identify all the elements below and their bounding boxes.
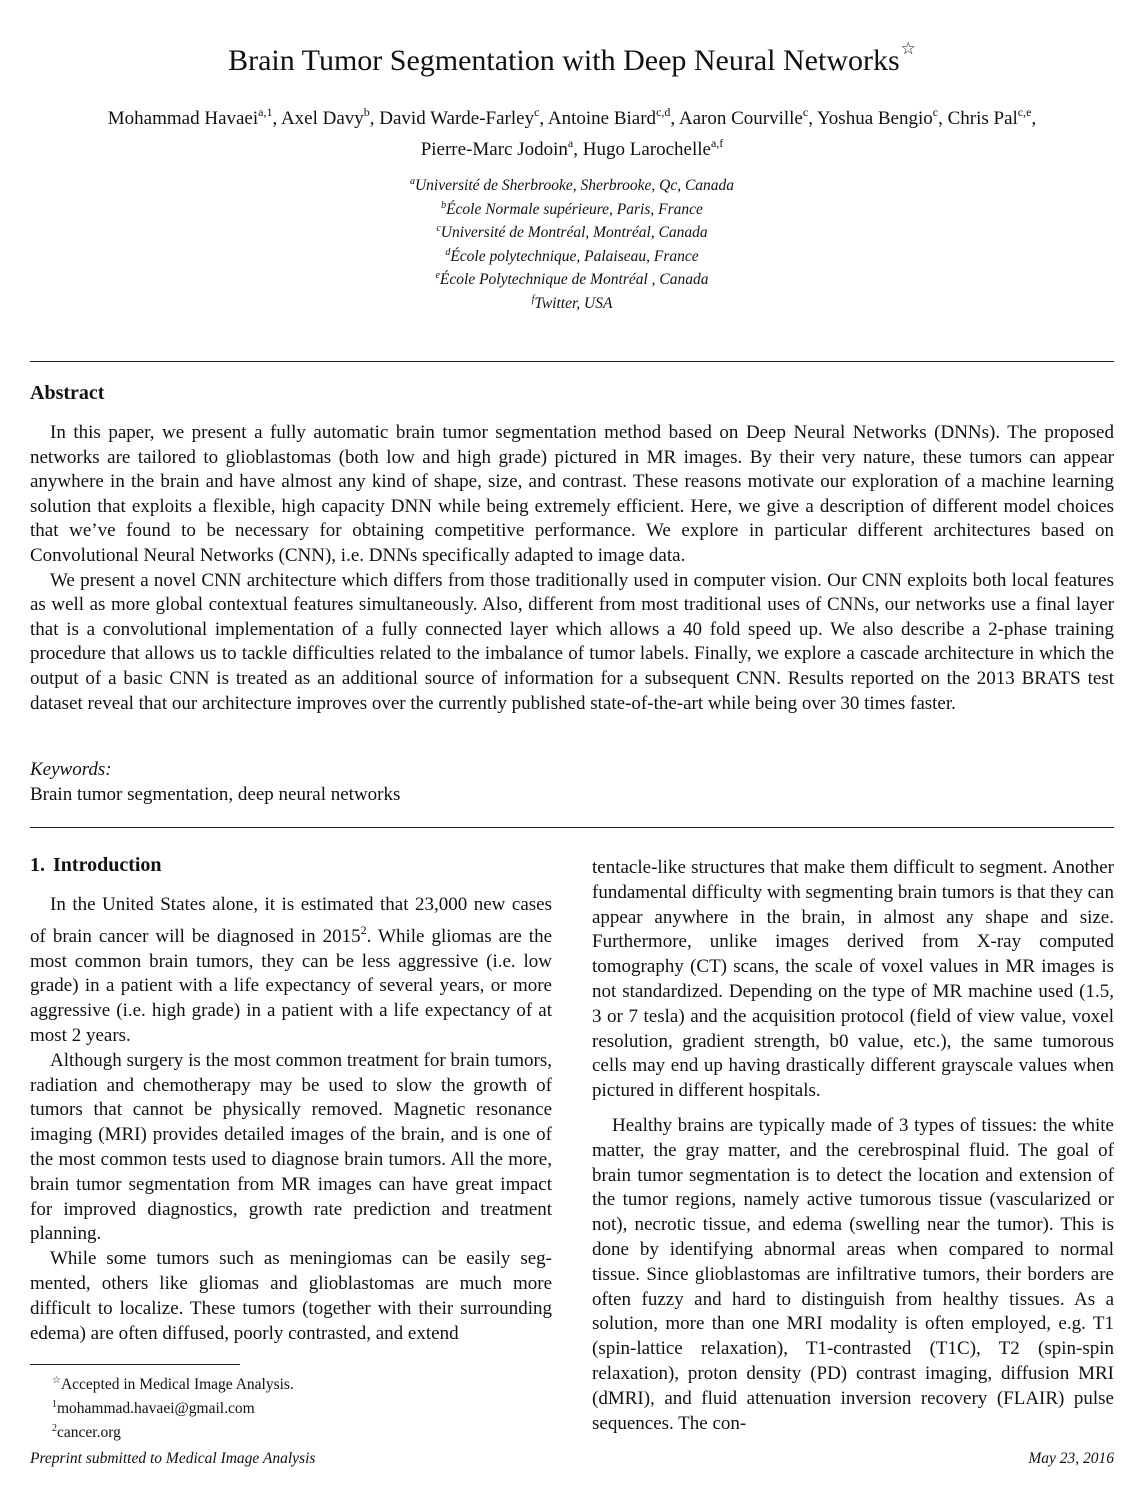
author: Pierre-Marc Jodoin$^a$, bbox=[420, 136, 583, 160]
keywords-value: Brain tumor segmentation, deep neural networks bbox=[30, 784, 401, 805]
author: Antoine Biard$^{c,d}$, bbox=[547, 105, 679, 129]
author: Hugo Larochelle$^{a,f}$ bbox=[582, 136, 724, 160]
author: David Warde-Farley$^c$, bbox=[379, 105, 548, 129]
top-divider bbox=[30, 361, 1114, 362]
star-footnote-mark: ☆ bbox=[900, 39, 916, 58]
footnote-ref: 2 bbox=[360, 922, 367, 937]
affiliation: $^d$École polytechnique, Palaiseau, France bbox=[445, 246, 699, 265]
paper-title bbox=[0, 30, 1144, 80]
abstract-heading: Abstract bbox=[30, 382, 105, 404]
footnotes bbox=[52, 1371, 294, 1443]
abstract-divider bbox=[30, 827, 1114, 828]
body-paragraph: Healthy brains are typically made of 3 types of tissues: the white matter, the gray matter, and the cerebrospinal fluid. The goal of brain tumor segmentation is to detect the location and extension of the tumor regions, namely active tumorous tissue (vascularized or not), necrotic tissue, and edema (swelling near the tumor). This is done by identifying abnormal areas when compared to normal tissue. Since glioblastomas are infiltrative tumors, their borders are often fuzzy and hard to distinguish from healthy tissues. As a solution, more than one MRI modality is often employed, e.g. T1 (spin-lattice relaxation), T1-contrasted (T1C), T2 (spin-spin relaxation), proton density (PD) contrast imaging, diffusion MRI (dMRI), and fluid attenuation inversion recovery (FLAIR) pulse sequences. The con- bbox=[592, 1114, 1114, 1434]
affiliation: $^a$Université de Sherbrooke, Sherbrooke, Qc, Canada bbox=[409, 176, 735, 194]
body-paragraph: tentacle-like structures that make them difficult to segment. Another fundamental difficulty with segmenting brain tumors is that they can appear anywhere in the brain, in almost any shape and size. Furthermore, unlike images derived from X-ray computed tomography (CT) scans, the scale of voxel values in MR images is not standardized. Depending on the type of MR machine used (1.5, 3 or 7 tesla) and the acquisition protocol (field of view value, voxel resolution, gradient strength, b0 value, etc.), the same tumorous cells may end up having drastically different grayscale values when pictured in different hospitals. bbox=[592, 857, 1114, 1102]
left-column bbox=[30, 893, 552, 1346]
body-paragraph: While some tumors such as meningiomas can be easily segmented, others like gliomas and glioblastomas are much more difficult to localize. These tumors (together with their surrounding edema) are often diffused, poorly contrasted, and extend bbox=[30, 1248, 552, 1344]
author: Axel Davy$^b$, bbox=[280, 105, 380, 129]
footnote: ☆Accepted in Medical Image Analysis. bbox=[52, 1375, 294, 1393]
affiliation-list bbox=[0, 172, 1144, 314]
footnote-divider bbox=[30, 1364, 240, 1365]
footnote: $^1$mohammad.havaei@gmail.com bbox=[52, 1399, 255, 1417]
author: Aaron Courville$^c$, bbox=[678, 105, 817, 129]
author-list bbox=[40, 100, 1104, 162]
body-paragraph: Although surgery is the most common treatment for brain tumors, radiation and chemotherapy may be used to slow the growth of tumors that cannot be physically removed. Magnetic resonance imaging (MRI) provides detailed images of the brain, and is one of the most common tests used to diagnose brain tumors. All the more, brain tumor segmentation from MR images can have great impact for improved diagnostics, growth rate prediction and treatment planning. bbox=[30, 1049, 552, 1245]
keywords-label: Keywords: bbox=[30, 759, 112, 780]
section-heading bbox=[30, 854, 162, 877]
affiliation: $^f$Twitter, USA bbox=[531, 293, 613, 312]
right-column bbox=[592, 856, 1114, 1436]
author: Mohammad Havaei$^{a,1}$, bbox=[107, 105, 281, 129]
section-number: 1. bbox=[30, 854, 45, 876]
abstract-paragraph: In this paper, we present a fully automatic brain tumor segmentation method based on Deep Neural Networks (DNNs). The proposed networks are tailored to glioblastomas (both low and high grade) pictured in MR images. By their very nature, these tumors can appear anywhere in the brain and have almost any kind of shape, size, and contrast. These reasons motivate our exploration of a machine learning solution that exploits a flexible, high capacity DNN while being extremely efficient. Here, we give a description of different model choices that we’ve found to be necessary for obtaining competitive performance. We explore in particular different architectures based on Convolutional Neural Networks (CNN), i.e. DNNs specifically adapted to image data. bbox=[30, 422, 1114, 566]
footer-date: May 23, 2016 bbox=[1028, 1450, 1114, 1467]
abstract-paragraph: We present a novel CNN architecture which differs from those traditionally used in computer vision. Our CNN exploits both local features as well as more global contextual features simultaneously. Also, different from most traditional uses of CNNs, our networks use a final layer that is a convolutional implementation of a fully connected layer which allows a 40 fold speed up. We also describe a 2-phase training procedure that allows us to tackle difficulties related to the imbalance of tumor labels. Finally, we explore a cascade architecture in which the output of a basic CNN is treated as an additional source of information for a subsequent CNN. Results reported on the 2013 BRATS test dataset reveal that our architecture improves over the currently published state-of-the-art while being over 30 times faster. bbox=[30, 569, 1114, 714]
author: Yoshua Bengio$^c$, bbox=[816, 105, 948, 129]
affiliation: $^c$Université de Montréal, Montréal, Canada bbox=[436, 223, 708, 242]
author: Chris Pal$^{c,e}$, bbox=[947, 105, 1037, 129]
footnote: $^2$cancer.org bbox=[52, 1423, 121, 1441]
section-title: Introduction bbox=[53, 854, 162, 876]
footer-journal: Preprint submitted to Medical Image Analysis bbox=[30, 1450, 316, 1467]
body-paragraph: In the United States alone, it is estimated that 23,000 new cases of brain cancer will be diagnosed in 2015$^2$. While gliomas are the most common brain tumors, they can be less aggressive (i.e. low grade) in a patient with a life expectancy of several years, or more aggressive (i.e. high grade) in a patient with a life expectancy of at most 2 years. bbox=[30, 894, 553, 1046]
abstract-body bbox=[30, 421, 1114, 716]
affiliation: $^e$École Polytechnique de Montréal , Canada bbox=[435, 270, 709, 289]
affiliation: $^b$École Normale supérieure, Paris, France bbox=[441, 199, 703, 218]
title-text: Brain Tumor Segmentation with Deep Neural Networks bbox=[228, 44, 900, 77]
